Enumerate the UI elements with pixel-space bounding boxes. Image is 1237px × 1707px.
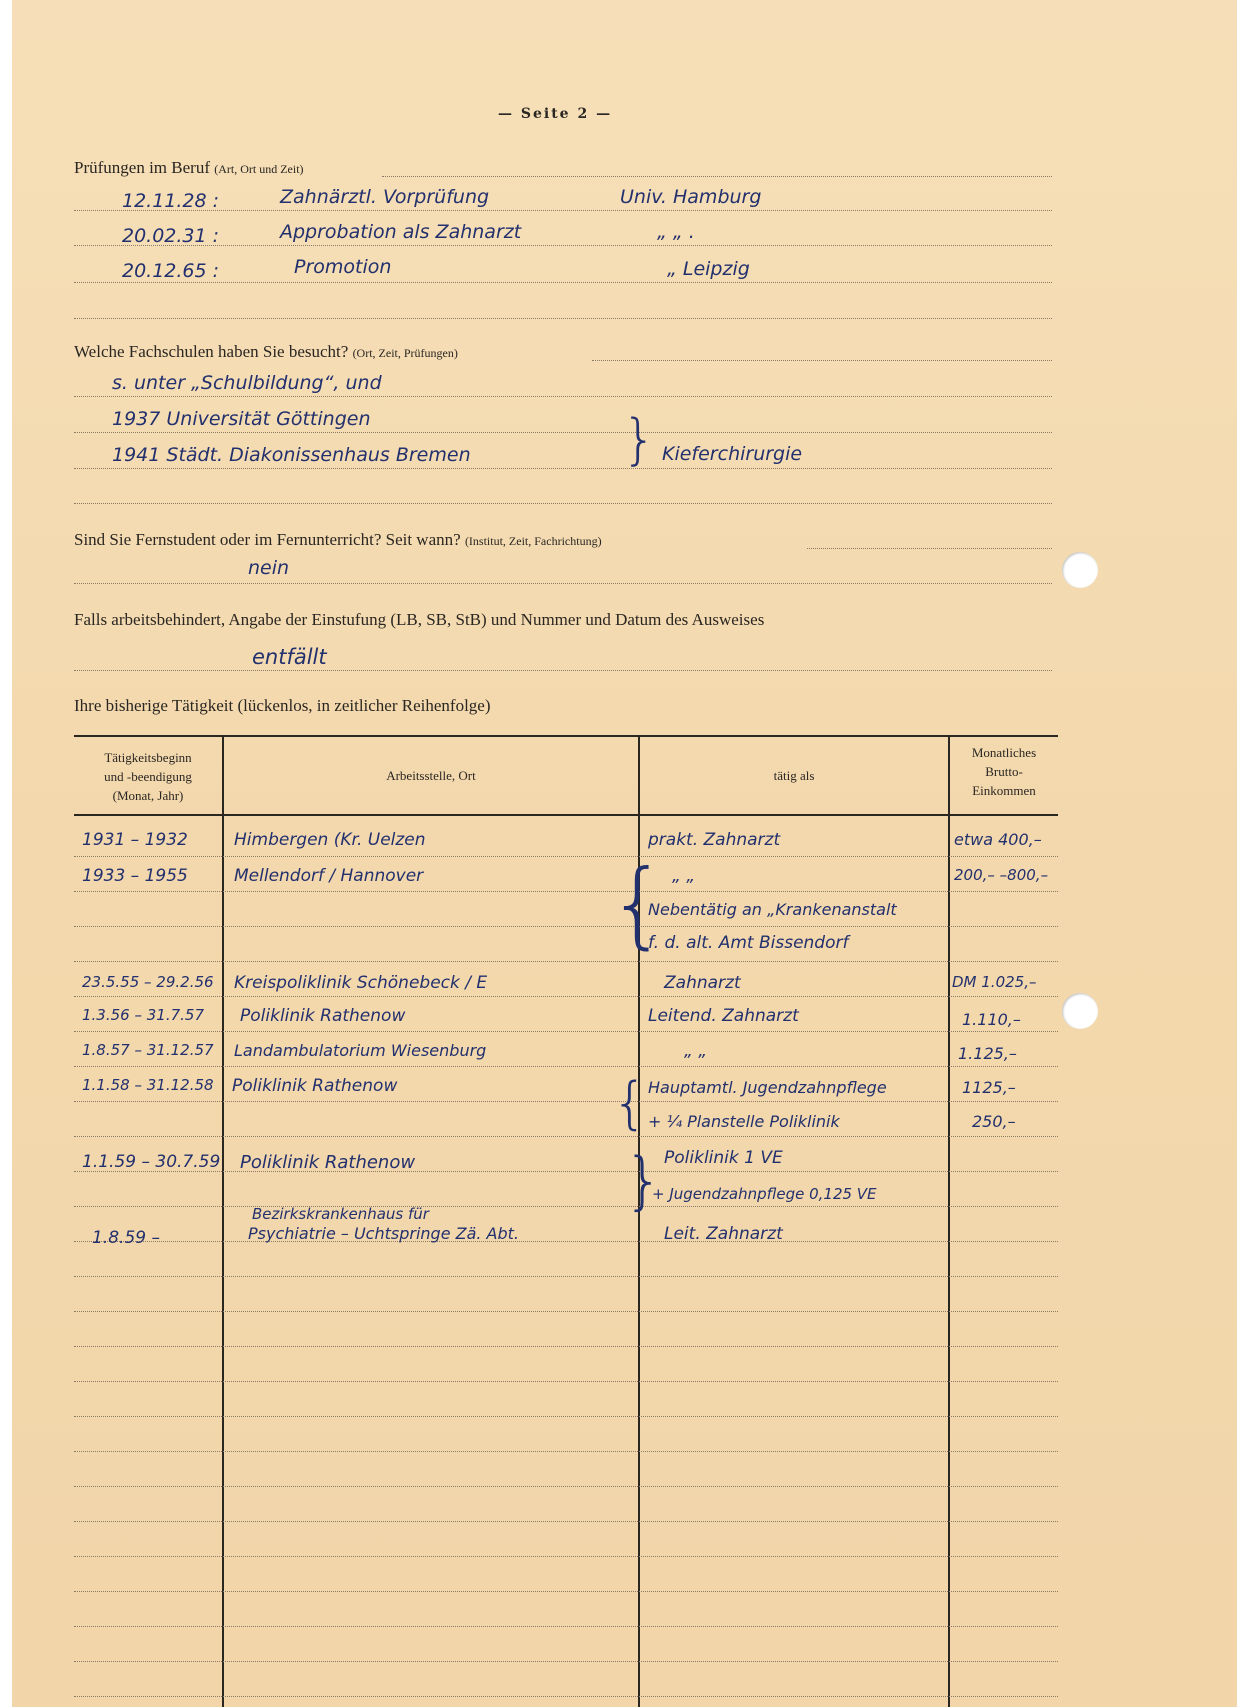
cell-role: Hauptamtl. Jugendzahnpflege [648, 1078, 887, 1097]
schools-question [74, 342, 458, 362]
cell-income: 1.110,– [962, 1010, 1021, 1029]
header-role: tätig als [773, 768, 815, 783]
cell-role: Poliklinik 1 VE [664, 1148, 783, 1168]
cell-period: 1.8.59 – [92, 1228, 160, 1248]
ruled-line [74, 1521, 1058, 1522]
cell-workplace: Bezirkskrankenhaus für [252, 1205, 429, 1223]
ruled-line [74, 996, 1058, 997]
cell-role: „ „ [684, 1041, 708, 1061]
cell-income: 250,– [972, 1112, 1016, 1131]
cell-workplace: Poliklinik Rathenow [232, 1076, 398, 1096]
exam-place: „ „ . [657, 221, 695, 243]
cell-workplace: Mellendorf / Hannover [234, 866, 424, 886]
cell-workplace: Landambulatorium Wiesenburg [234, 1041, 487, 1060]
ruled-line [74, 1171, 1058, 1172]
cell-period: 1931 – 1932 [82, 830, 188, 850]
ruled-line [74, 1136, 1058, 1137]
page-number: — Seite 2 — [498, 106, 613, 122]
ruled-line [74, 891, 1058, 892]
schools-label: Welche Fachschulen haben Sie besucht? [74, 342, 349, 361]
ruled-line [74, 926, 1058, 927]
brace: { [608, 850, 668, 959]
cell-role: prakt. Zahnarzt [648, 830, 781, 850]
cell-income: 1125,– [962, 1078, 1016, 1097]
history-heading: Ihre bisherige Tätigkeit (lückenlos, in zeitlicher Reihenfolge) [74, 696, 491, 715]
cell-period: 1.3.56 – 31.7.57 [82, 1006, 204, 1024]
header-income: Monatliches Brutto- Einkommen [971, 745, 1037, 798]
ruled-line [74, 856, 1058, 857]
ruled-line [74, 1556, 1058, 1557]
cell-workplace: Poliklinik Rathenow [240, 1152, 416, 1173]
cell-period: 1933 – 1955 [82, 866, 188, 886]
ruled-line [74, 1451, 1058, 1452]
schools-hint: (Ort, Zeit, Prüfungen) [352, 346, 458, 360]
distance-question [74, 530, 602, 550]
ruled-line [74, 1346, 1058, 1347]
cell-period: 1.1.58 – 31.12.58 [82, 1076, 214, 1094]
schools-line: 1941 Städt. Diakonissenhaus Bremen [112, 444, 471, 466]
cell-workplace: Himbergen (Kr. Uelzen [234, 830, 426, 850]
ruled-line [74, 1206, 1058, 1207]
exam-type: Approbation als Zahnarzt [280, 221, 522, 243]
ruled-line [74, 1276, 1058, 1277]
disability-question: Falls arbeitsbehindert, Angabe der Einstufung (LB, SB, StB) und Nummer und Datum des Ausweises [74, 610, 765, 629]
cell-income: etwa 400,– [954, 830, 1042, 849]
ruled-line [74, 1031, 1058, 1032]
brace: { [612, 1071, 648, 1136]
cell-role: Leitend. Zahnarzt [648, 1006, 799, 1026]
distance-answer: nein [248, 557, 290, 579]
punch-hole [1062, 552, 1098, 588]
cell-period: 23.5.55 – 29.2.56 [82, 973, 214, 991]
distance-hint: (Institut, Zeit, Fachrichtung) [464, 534, 602, 548]
schools-line: 1937 Universität Göttingen [112, 408, 371, 430]
distance-label: Sind Sie Fernstudent oder im Fernunterricht? Seit wann? [74, 530, 461, 549]
ruled-line [74, 1626, 1058, 1627]
ruled-line [74, 1416, 1058, 1417]
cell-role: Leit. Zahnarzt [664, 1224, 783, 1244]
cell-workplace: Poliklinik Rathenow [240, 1006, 406, 1026]
exam-date: 12.11.28 : [122, 190, 220, 212]
cell-workplace: Psychiatrie – Uchtspringe Zä. Abt. [248, 1224, 520, 1243]
exam-place: Univ. Hamburg [620, 186, 762, 208]
brace: } [622, 408, 657, 471]
schools-line: s. unter „Schulbildung“, und [112, 372, 382, 394]
ruled-line [74, 1486, 1058, 1487]
ruled-line [74, 961, 1058, 962]
cell-income: 1.125,– [958, 1044, 1017, 1063]
exams-hint: (Art, Ort und Zeit) [214, 162, 304, 176]
cell-workplace: Kreispoliklinik Schönebeck / E [234, 973, 488, 993]
brace: } [624, 1144, 664, 1217]
cell-income: DM 1.025,– [952, 973, 1037, 991]
ruled-line [74, 1241, 1058, 1242]
cell-role: + Jugendzahnpflege 0,125 VE [652, 1185, 877, 1203]
cell-period: 1.1.59 – 30.7.59 [82, 1152, 221, 1172]
exam-type: Zahnärztl. Vorprüfung [280, 186, 490, 208]
cell-role: Nebentätig an „Krankenanstalt [648, 900, 897, 919]
form-page [12, 0, 1237, 1707]
cell-period: 1.8.57 – 31.12.57 [82, 1041, 214, 1059]
ruled-line [74, 1066, 1058, 1067]
schools-note: Kieferchirurgie [662, 443, 803, 465]
exams-question [74, 158, 304, 178]
ruled-line [74, 1311, 1058, 1312]
cell-role: „ „ [672, 866, 696, 886]
disability-answer: entfällt [252, 645, 327, 669]
ruled-line [74, 1381, 1058, 1382]
cell-income: 200,– –800,– [954, 866, 1049, 884]
ruled-line [74, 1591, 1058, 1592]
header-period: Tätigkeitsbeginn und -beendigung (Monat, Jahr) [104, 750, 192, 803]
ruled-line [74, 1661, 1058, 1662]
exam-place: „ Leipzig [667, 258, 750, 280]
punch-hole [1062, 993, 1098, 1029]
exam-date: 20.12.65 : [122, 260, 220, 282]
cell-role: f. d. alt. Amt Bissendorf [648, 933, 849, 953]
exam-date: 20.02.31 : [122, 225, 220, 247]
ruled-line [74, 1101, 1058, 1102]
cell-role: Zahnarzt [664, 973, 741, 993]
cell-role: + ¼ Planstelle Poliklinik [648, 1112, 840, 1131]
ruled-line [74, 1696, 1058, 1697]
header-workplace: Arbeitsstelle, Ort [386, 768, 476, 783]
exams-label: Prüfungen im Beruf [74, 158, 210, 177]
exam-type: Promotion [294, 256, 392, 278]
